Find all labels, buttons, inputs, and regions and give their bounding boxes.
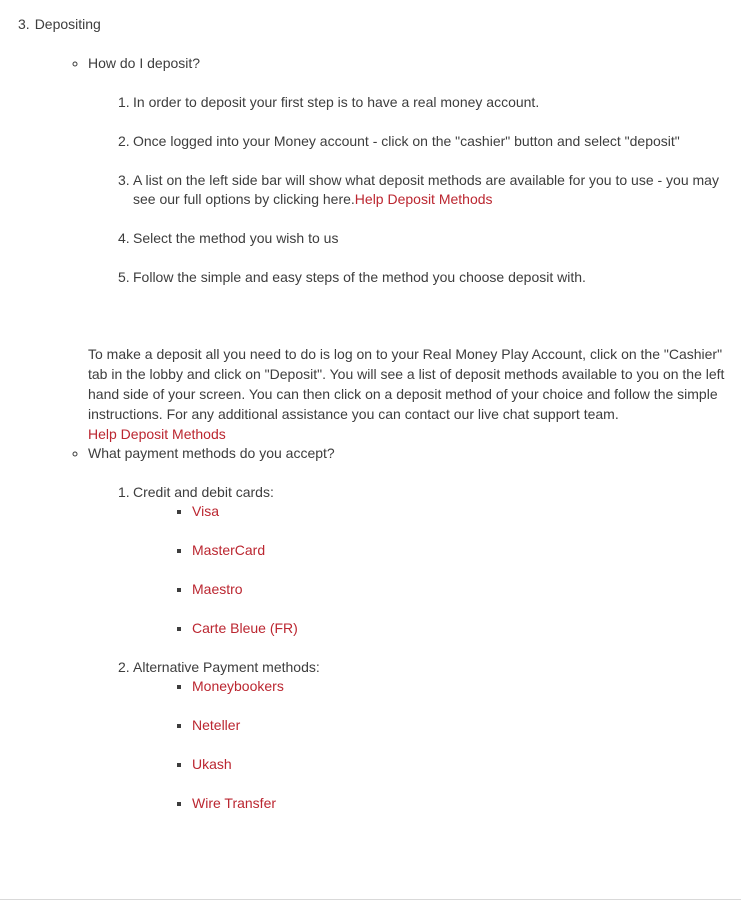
group-number: 2.: [118, 659, 130, 675]
group-label-text: Credit and debit cards:: [133, 484, 274, 500]
question-list: [18, 54, 741, 813]
group-credit-debit-cards: [118, 483, 741, 638]
method-item: [192, 755, 741, 774]
maestro-link[interactable]: Maestro: [192, 581, 243, 597]
section-title: Depositing: [34, 16, 101, 32]
step-text: Follow the simple and easy steps of the method you choose deposit with.: [133, 269, 586, 285]
deposit-steps-list: [118, 93, 732, 287]
neteller-link[interactable]: Neteller: [192, 717, 241, 733]
mastercard-link[interactable]: MasterCard: [192, 542, 266, 558]
carte-bleue-link[interactable]: Carte Bleue (FR): [192, 620, 298, 636]
question-how-do-i-deposit: [88, 54, 741, 444]
step-number: 3.: [118, 172, 130, 188]
group-label: [118, 658, 741, 677]
step-text: Select the method you wish to us: [133, 230, 339, 246]
section-number: 3.: [18, 16, 30, 32]
step-text: In order to deposit your first step is to have a real money account.: [133, 94, 540, 110]
deposit-step-2: [118, 132, 732, 151]
method-item: [192, 794, 741, 813]
help-deposit-methods-link[interactable]: Help Deposit Methods: [88, 426, 226, 442]
step-text-body: A list on the left side bar will show what deposit methods are available for you to use - you may see our full options by clicking here.: [133, 172, 719, 207]
answer-link-row: [88, 424, 741, 444]
visa-link[interactable]: Visa: [192, 503, 219, 519]
step-number: 5.: [118, 269, 130, 285]
method-item: [192, 716, 741, 735]
deposit-step-1: [118, 93, 732, 112]
payment-groups: [118, 483, 741, 813]
group-label-text: Alternative Payment methods:: [133, 659, 320, 675]
question-text: How do I deposit?: [88, 55, 201, 71]
step-number: 2.: [118, 133, 130, 149]
section-heading: [18, 15, 741, 34]
step-number: 4.: [118, 230, 130, 246]
step-number: 1.: [118, 94, 130, 110]
step-text: [133, 171, 732, 209]
moneybookers-link[interactable]: Moneybookers: [192, 678, 284, 694]
credit-card-methods: [118, 502, 741, 638]
group-number: 1.: [118, 484, 130, 500]
ukash-link[interactable]: Ukash: [192, 756, 232, 772]
method-item: [192, 502, 741, 521]
method-item: [192, 619, 741, 638]
alternative-methods: [118, 677, 741, 813]
group-label: [118, 483, 741, 502]
deposit-step-4: [118, 229, 732, 248]
step-text: Once logged into your Money account - click on the "cashier" button and select "deposit": [133, 133, 680, 149]
method-item: [192, 677, 741, 696]
deposit-step-5: [118, 268, 732, 287]
wire-transfer-link[interactable]: Wire Transfer: [192, 795, 277, 811]
bottom-divider: [0, 899, 741, 900]
group-alternative-payment-methods: [118, 658, 741, 813]
method-item: [192, 541, 741, 560]
deposit-step-3: [118, 171, 732, 209]
help-deposit-methods-link[interactable]: Help Deposit Methods: [354, 191, 493, 207]
question-payment-methods: [88, 444, 741, 813]
deposit-answer-paragraph: To make a deposit all you need to do is log on to your Real Money Play Account, click on the "Cashier" tab in the lobby and click on "Deposit". You will see a list of deposit methods available to you on the left hand side of your screen. You can then click on a deposit method of your choice and follow the simple instructions. For any additional assistance you can contact our live chat support team.: [88, 346, 725, 422]
question-text: What payment methods do you accept?: [88, 445, 335, 461]
method-item: [192, 580, 741, 599]
